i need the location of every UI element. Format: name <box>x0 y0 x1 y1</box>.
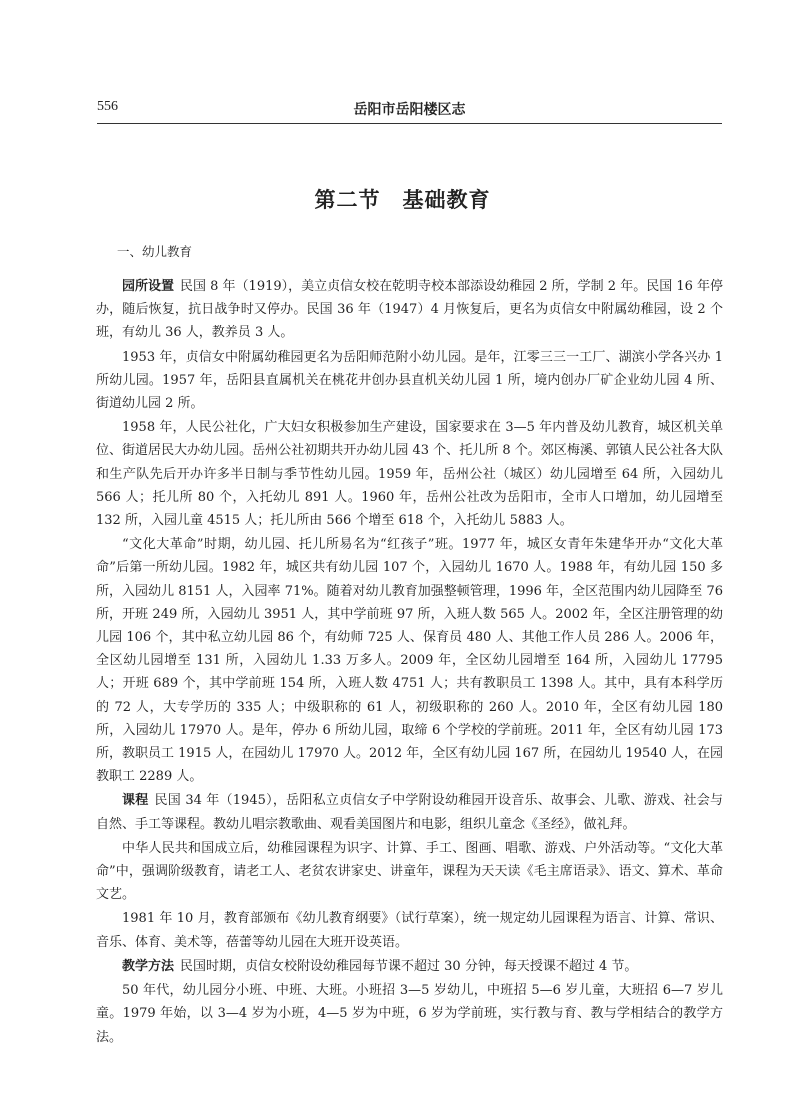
paragraph-text: “文化大革命”时期，幼儿园、托儿所易名为“红孩子”班。1977 年，城区女青年朱建华开办“文化大革命”后第一所幼儿园。1982 年，城区共有幼儿园 107 个，入园幼儿 1670 人。1988 年，有幼儿园 150 多所，入园幼儿 8151 人，入园率 71%。随着对幼儿教育加强整顿管理，1996 年，全区范围内幼儿园降至 76 所，开班 249 所，入园幼儿 3951 人，其中学前班 97 所，入班人数 565 人。2002 年，全区注册管理的幼儿园 106 个，其中私立幼儿园 86 个，有幼师 725 人、保育员 480 人、其他工作人员 286 人。2006 年，全区幼儿园增至 131 所，入园幼儿 1.33 万多人。2009 年，全区幼儿园增至 164 所，入园幼儿 17795 人；开班 689 个，其中学前班 154 所，入班人数 4751 人；共有教职员工 1398 人。其中，具有本科学历的 72 人，大专学历的 335 人；中级职称的 61 人，初级职称的 260 人。2010 年，全区有幼儿园 180 所，入园幼儿 17970 人。是年，停办 6 所幼儿园，取缔 6 个学校的学前班。2011 年，全区有幼儿园 173 所，教职员工 1915 人，在园幼儿 17970 人。2012 年，全区有幼儿园 167 所，在园幼儿 19540 人，在园教职工 2289 人。 <box>96 537 723 785</box>
section-number: 第二节 <box>314 188 381 212</box>
section-title <box>0 184 805 214</box>
paragraph <box>96 533 723 788</box>
section-name: 基础教育 <box>402 188 491 212</box>
paragraph <box>96 837 723 907</box>
paragraph-text: 50 年代，幼儿园分小班、中班、大班。小班招 3—5 岁幼儿，中班招 5—6 岁儿童，大班招 6—7 岁儿童。1979 年始，以 3—4 岁为小班，4—5 岁为中班，6 岁为学前班，实行教与育、教与学相结合的教学方法。 <box>96 983 723 1045</box>
subheading: 一、幼儿教育 <box>117 244 193 259</box>
paragraph-text: 1953 年，贞信女中附属幼稚园更名为岳阳师范附小幼儿园。是年，江零三三一工厂、湖滨小学各兴办 1 所幼儿园。1957 年，岳阳县直属机关在桃花井创办县直机关幼儿园 1 所，境内创办厂矿企业幼儿园 4 所、街道幼儿园 2 所。 <box>96 349 723 412</box>
paragraph-text: 1958 年，人民公社化，广大妇女积极参加生产建设，国家要求在 3—5 年内普及幼儿教育，城区机关单位、街道居民大办幼儿园。岳州公社初期共开办幼儿园 43 个、托儿所 8 个。郊区梅溪、郭镇人民公社各大队和生产队先后开办许多半日制与季节性幼儿园。1959 年，岳州公社（城区）幼儿园增至 64 所，入园幼儿 566 人；托儿所 80 个，入托幼儿 891 人。1960 年，岳州公社改为岳阳市，全市人口增加，幼儿园增至 132 所，入园儿童 4515 人；托儿所由 566 个增至 618 个，入托幼儿 5883 人。 <box>96 420 723 529</box>
running-title: 岳阳市岳阳楼区志 <box>353 102 466 118</box>
page-header <box>97 99 722 124</box>
paragraph <box>96 789 723 835</box>
paragraph <box>96 979 723 1049</box>
paragraph-text: 民国时期，贞信女校附设幼稚园每节课不超过 30 分钟，每天授课不超过 4 节。 <box>180 958 638 974</box>
paragraph <box>96 955 723 978</box>
paragraph <box>96 416 723 532</box>
paragraph <box>96 907 723 953</box>
paragraph-text: 1981 年 10 月，教育部颁布《幼儿教育纲要》（试行草案），统一规定幼儿园课程为语言、计算、常识、音乐、体育、美术等，蓓蕾等幼儿园在大班开设英语。 <box>96 911 723 950</box>
run-in-heading: 课程 <box>122 793 149 809</box>
paragraph-text: 民国 8 年（1919），美立贞信女校在乾明寺校本部添设幼稚园 2 所，学制 2 年。民国 16 年停办，随后恢复，抗日战争时又停办。民国 36 年（1947）4 月恢复后，更名为贞信女中附属幼稚园，设 2 个班，有幼儿 36 人，教养员 3 人。 <box>96 279 724 341</box>
paragraph <box>96 346 723 416</box>
paragraph-text: 中华人民共和国成立后，幼稚园课程为识字、计算、手工、图画、唱歌、游戏、户外活动等。“文化大革命”中，强调阶级教育，请老工人、老贫农讲家史、讲童年，课程为天天读《毛主席语录》、语文、算术、革命文艺。 <box>96 840 723 903</box>
body-text <box>96 275 723 1050</box>
paragraph <box>96 275 723 345</box>
paragraph-text: 民国 34 年（1945），岳阳私立贞信女子中学附设幼稚园开设音乐、故事会、儿歌、游戏、社会与自然、手工等课程。教幼儿唱宗教歌曲、观看美国图片和电影，组织儿童念《圣经》，做礼拜。 <box>96 793 723 832</box>
page-number: 556 <box>97 99 118 114</box>
run-in-heading: 园所设置 <box>122 279 175 294</box>
run-in-heading: 教学方法 <box>122 958 175 974</box>
